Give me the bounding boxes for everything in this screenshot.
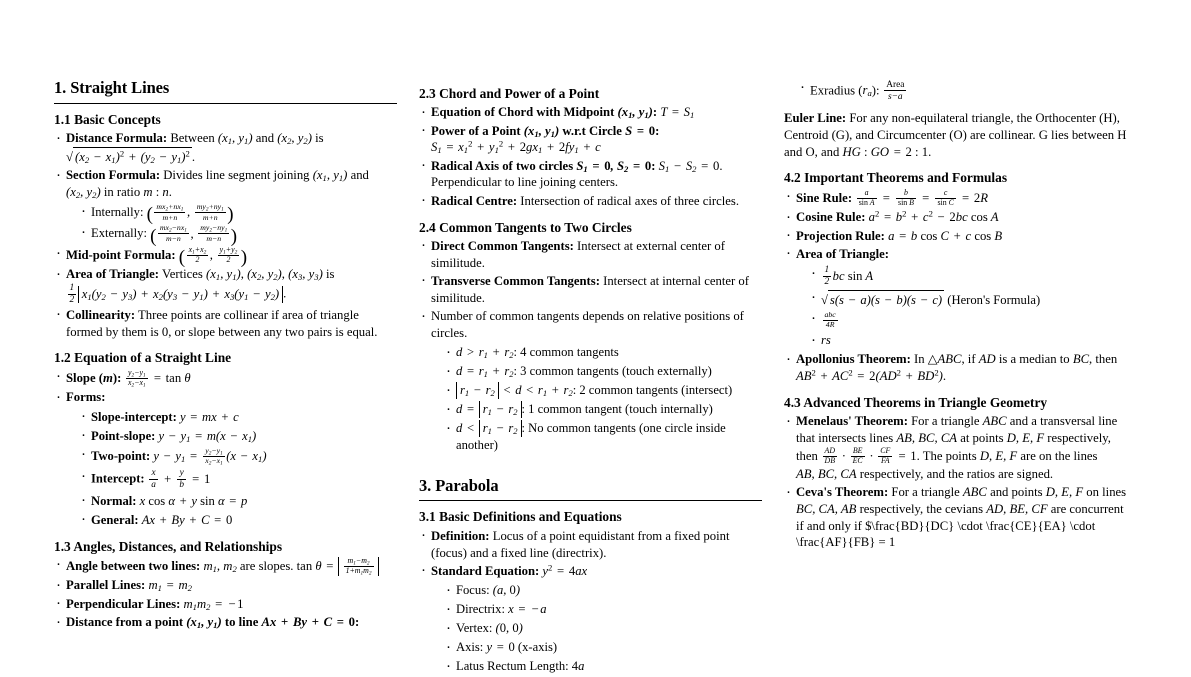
item-formula: rs [821, 333, 831, 348]
list-item-focus: · Focus: (a, 0) [445, 582, 762, 599]
item-text: For a triangle ABC and points D, E, F on lines BC, CA, AB respectively, the cevians AD, BE, CF are concurrent if and only if $\frac{BD}{DC} \cdot \frac{CE}{EA} \cdot \frac{AF}{FB} = 1 [796, 485, 1127, 550]
item-label: Transverse Common Tangents: [431, 273, 600, 288]
item-formula: ( $\frac{mx_2-nx_1}{m-n}$ , $\frac{my_2-ny_1}{m-n}$ ) [150, 223, 238, 247]
item-text: Divides line segment joining ($x_1$, $y_1$) and ($x_2$, $y_2$) in ratio m : n. [66, 168, 369, 200]
sublist-parabola-properties [445, 582, 762, 675]
sublist-area-formulas [810, 265, 1127, 349]
item-label: Area of Triangle: [66, 267, 160, 282]
item-formula: √ s(s − a)(s − b)(s − c) [821, 290, 944, 309]
list-item-area-of-triangle-3 [784, 246, 1127, 349]
item-label: Cosine Rule: [796, 210, 866, 225]
item-text: : No common tangents (one circle inside another) [456, 421, 726, 453]
list-item-slope-intercept [80, 409, 397, 426]
subsection-heading-parabola-basics: 3.1 Basic Definitions and Equations [419, 509, 622, 525]
list-item-forms [54, 389, 397, 528]
subsection-heading-advanced-theorems: 4.3 Advanced Theorems in Triangle Geometry [784, 394, 1048, 410]
list-item-case-four-tangents [445, 344, 762, 361]
item-label: Two-point: [91, 449, 151, 464]
item-label: Direct Common Tangents: [431, 238, 574, 253]
item-label: Normal: [91, 493, 137, 508]
item-formula: (a, 0) [492, 583, 521, 598]
item-formula: ( $\frac{mx_2+nx_1}{m+n}$ , $\frac{my_2+ny_1}{m+n}$ ) [146, 202, 234, 226]
list-item-power-of-point [419, 123, 762, 157]
list-item-area-abc-over-4r [810, 311, 1127, 330]
list-item-menelaus-theorem [784, 413, 1127, 482]
item-label: Parallel Lines: [66, 578, 146, 593]
item-label: Section Formula: [66, 168, 161, 183]
item-formula: a = b cos C + c cos B [888, 228, 1003, 243]
item-formula: $T = S_1$ [660, 105, 695, 121]
item-formula: $y - y_1 = m(x - x_1)$ [158, 428, 257, 444]
section-heading-parabola: 3. Parabola [419, 476, 762, 502]
sublist-line-forms [80, 409, 397, 529]
list-item-axis: · Axis: y = 0 (x-axis) [445, 639, 762, 656]
item-label: Radical Centre: [431, 193, 518, 208]
item-label: Slope-intercept: [91, 409, 177, 424]
item-formula: (0, 0) [495, 621, 523, 636]
item-formula: $d = r_1 + r_2$ [456, 364, 514, 380]
item-formula: $\frac{a}{\text{sin A}}$ = $\frac{b}{\text{sin B}}$ = $\frac{c}{\text{sin C}}$ = 2R [858, 187, 988, 208]
item-label: Externally: [91, 226, 147, 241]
item-label: Angle between two lines: [66, 559, 201, 574]
item-formula: · $\frac{1}{2}$ bc sin A [824, 265, 874, 288]
item-text: $m_1$, $m_2$ are slopes. tan θ = $\frac{m_1-m_2}{1+m_1m_2}$ [203, 559, 379, 573]
item-label: Point-slope: [91, 428, 156, 443]
list-item-distance-formula [54, 130, 397, 166]
three-column-layout [54, 78, 1144, 674]
list-item-parallel-lines [54, 577, 397, 594]
list-item-internally [80, 202, 397, 226]
item-label: Collinearity: [66, 307, 136, 322]
list-item-normal [80, 493, 397, 510]
item-formula: $y - y_1$ = $\frac{y_2-y_1}{x_2-x_1}$ $(x - x_1)$ [153, 445, 267, 467]
item-label: Internally: [91, 205, 144, 220]
item-text: Between ($x_1$, $y_1$) and ($x_2$, $y_2$) is √ $(x_2 - x_1)^2 + (y_2 - y_1)^2$ . [66, 131, 324, 165]
list-item-angle-between-lines [54, 557, 397, 576]
item-label: Forms: [66, 390, 106, 405]
unrendered-latex: $\frac{BD}{DC} \cdot \frac{CE}{EA} \cdot \frac{AF}{FB} = 1 [796, 518, 1096, 550]
item-text: Locus of a point equidistant from a fixed point (focus) and a fixed line (directrix). [431, 528, 730, 560]
list-equation-straight-line [54, 369, 397, 529]
list-item-case-one-tangent [445, 401, 762, 418]
item-text: Intersection of radical axes of three circles. [520, 193, 740, 208]
item-label: Sine Rule: [796, 191, 853, 206]
item-text: Number of common tangents depends on relative positions of circles. [431, 309, 744, 340]
list-item-latus-rectum: · Latus Rectum Length: 4a [445, 658, 762, 675]
list-item-midpoint-formula [54, 244, 397, 268]
item-text: Three points are collinear if area of triangle formed by them is 0, or slope between any two pairs is equal. [66, 307, 378, 339]
item-label: Equation of Chord with Midpoint ($x_1$, $y_1$): [431, 105, 658, 121]
list-item-projection-rule [784, 228, 1127, 245]
list-item-distance-point-to-line [54, 614, 397, 631]
list-basic-concepts [54, 130, 397, 340]
item-formula: $d > r_1 + r_2$ [456, 345, 514, 361]
item-label: General: [91, 512, 139, 527]
item-label: Perpendicular Lines: [66, 596, 181, 611]
list-item-number-of-tangents [419, 308, 762, 454]
item-formula: ( $\frac{x_1+x_2}{2}$ , $\frac{y_1+y_2}{2}$ ) [178, 244, 248, 268]
item-label: Distance from a point ($x_1$, $y_1$) to line Ax + By + C = 0: [66, 615, 360, 631]
subsection-heading-common-tangents: 2.4 Common Tangents to Two Circles [419, 219, 632, 235]
paragraph-text: For any non-equilateral triangle, the Orthocenter (H), Centroid (G), and Circumcenter (O) are collinear. G lies between H and O, and HG : GO = 2 : 1. [784, 110, 1127, 159]
list-advanced-theorems [784, 413, 1127, 551]
list-important-theorems [784, 189, 1127, 385]
list-item-area-rs [810, 332, 1127, 349]
list-item-apollonius-theorem [784, 351, 1127, 385]
list-parabola-basics [419, 528, 762, 675]
item-label: Standard Equation: [431, 563, 540, 578]
item-text: Intersect at external center of similitude. [431, 238, 725, 270]
list-item-exradius: · Exradius $(r_a)$: $\frac{\text{Area}}{s-a}$ [798, 80, 1127, 102]
list-exradius [784, 80, 1127, 102]
item-formula: · $\frac{\text{abc}}{4R}$ [824, 309, 836, 330]
list-item-cosine-rule [784, 209, 1127, 226]
list-item-area-of-triangle [54, 266, 397, 305]
item-label: Slope (m): [66, 371, 122, 386]
item-formula: x cos α + y sin α = p [139, 493, 248, 508]
list-item-area-half-bc-sin-a [810, 265, 1127, 287]
list-item-radical-axis [419, 158, 762, 192]
list-common-tangents [419, 238, 762, 454]
list-item-two-point [80, 447, 397, 466]
sublist-tangent-cases [445, 344, 762, 454]
item-text: : 4 common tangents [513, 345, 619, 360]
item-label: Apollonius Theorem: [796, 352, 911, 367]
sublist-section-formula [80, 202, 397, 247]
section-heading-straight-lines: 1. Straight Lines [54, 78, 397, 104]
paragraph-label: Euler Line: [784, 110, 847, 125]
list-item-parabola-standard-equation [419, 563, 762, 675]
item-formula: $\frac{y_2-y_1}{x_2-x_1}$ = tan θ [128, 367, 191, 389]
column-2 [419, 78, 762, 674]
item-label: Mid-point Formula: [66, 248, 176, 263]
item-label: Projection Rule: [796, 228, 885, 243]
subsection-heading-equation-straight-line: 1.2 Equation of a Straight Line [54, 350, 232, 366]
item-formula: $m_1 = m_2$ [148, 578, 192, 594]
item-label: Distance Formula: [66, 131, 168, 146]
item-text: : 2 common tangents (intersect) [572, 383, 733, 398]
item-formula: $y^2 = 4ax$ [542, 562, 588, 578]
item-text: : 3 common tangents (touch externally) [513, 364, 712, 379]
subsection-heading-basic-concepts: 1.1 Basic Concepts [54, 111, 161, 127]
column-1 [54, 78, 397, 631]
list-item-transverse-common-tangents [419, 273, 762, 307]
list-item-case-two-tangents [445, 382, 762, 399]
item-label: Area of Triangle: [796, 246, 890, 261]
item-formula: Ax + By + C = 0 [141, 512, 233, 527]
item-label: Definition: [431, 528, 490, 543]
list-item-slope [54, 369, 397, 388]
item-formula: x = − a [508, 602, 547, 617]
list-item-direct-common-tangents [419, 238, 762, 272]
item-formula: y = 0 [486, 640, 515, 655]
item-formula: $a^2 = b^2 + c^2 - 2bc$ cos A [868, 208, 999, 225]
item-formula: $d = r_1 - r_2$ [456, 402, 522, 416]
subsection-heading-angles-distances: 1.3 Angles, Distances, and Relationships [54, 538, 283, 554]
list-item-equation-of-chord [419, 104, 762, 121]
list-item-intercept [80, 468, 397, 490]
item-text: Intersect at internal center of similitude. [431, 273, 749, 305]
item-label: Power of a Point ($x_1$, $y_1$) w.r.t Circle S = 0: [431, 123, 660, 139]
item-formula: $S_1 = x_1^2 + y_1^2 + 2gx_1 + 2fy_1 + c$ [431, 138, 601, 156]
item-text: (Heron's Formula) [947, 292, 1041, 307]
list-item-perpendicular-lines [54, 596, 397, 613]
list-item-point-slope [80, 428, 397, 445]
list-item-externally [80, 223, 397, 247]
item-text: For a triangle ABC and a transversal line that intersects lines AB, BC, CA at points D, E, F respectively, then $\frac{AD}{DB}$ · $\frac{BE}{EC}$ · $\frac{CF}{FA}$ = 1. The points D, E, F are on the lines AB, BC, CA respectively, and the ratios are signed. [796, 414, 1118, 481]
item-label: Ceva's Theorem: [796, 485, 889, 500]
item-formula: $\frac{x}{a}$ + $\frac{y}{b}$ = 1 [151, 468, 211, 491]
item-label: Intercept: [91, 471, 145, 486]
item-formula: y = mx + c [179, 409, 239, 424]
list-item-area-heron [810, 290, 1127, 309]
list-angles-distances [54, 557, 397, 631]
item-formula: $d < r_1 - r_2$ [456, 421, 522, 435]
item-text: In △ABC, if AD is a median to BC, then $AB^2 + AC^2 = 2(AD^2 + BD^2)$. [796, 352, 1118, 384]
list-item-parabola-definition [419, 528, 762, 562]
item-label: Radical Axis of two circles $S_1 = 0$, $S_2 = 0$: [431, 158, 656, 174]
item-text: $S_1 - S_2 = 0$. Perpendicular to line joining centers. [431, 158, 723, 190]
list-chord-power-point [419, 104, 762, 209]
subsection-heading-important-theorems: 4.2 Important Theorems and Formulas [784, 170, 1008, 186]
list-item-general [80, 512, 397, 529]
list-item-vertex: · Vertex: (0, 0) [445, 620, 762, 637]
list-item-ceva-theorem [784, 484, 1127, 551]
item-formula: $r_1 - r_2 < d < r_1 + r_2$ [456, 383, 573, 397]
list-item-case-no-tangents [445, 420, 762, 453]
item-text: Vertices ($x_1$, $y_1$), ($x_2$, $y_2$), ($x_3$, $y_3$) is $\frac{1}{2}$ $x_1(y_2 - y_3) + x_2(y_3 - y_1) + x_3(y_1 - y_2)$ . [69, 267, 335, 306]
item-formula: $\frac{\text{Area}}{s-a}$ [886, 79, 905, 102]
column-3 [784, 78, 1127, 626]
item-formula: 4a [571, 659, 585, 674]
list-item-section-formula [54, 167, 397, 247]
paragraph-euler-line [784, 110, 1127, 161]
item-formula: $m_1m_2$ = − 1 [183, 596, 244, 612]
item-label: Menelaus' Theorem: [796, 414, 908, 429]
list-item-radical-centre [419, 193, 762, 210]
list-item-sine-rule [784, 189, 1127, 208]
subsection-heading-chord-power-point: 2.3 Chord and Power of a Point [419, 86, 600, 101]
item-text: : 1 common tangent (touch internally) [521, 402, 713, 417]
list-item-case-three-tangents [445, 363, 762, 380]
list-item-directrix: · Directrix: x = − a [445, 601, 762, 618]
list-item-collinearity [54, 307, 397, 341]
